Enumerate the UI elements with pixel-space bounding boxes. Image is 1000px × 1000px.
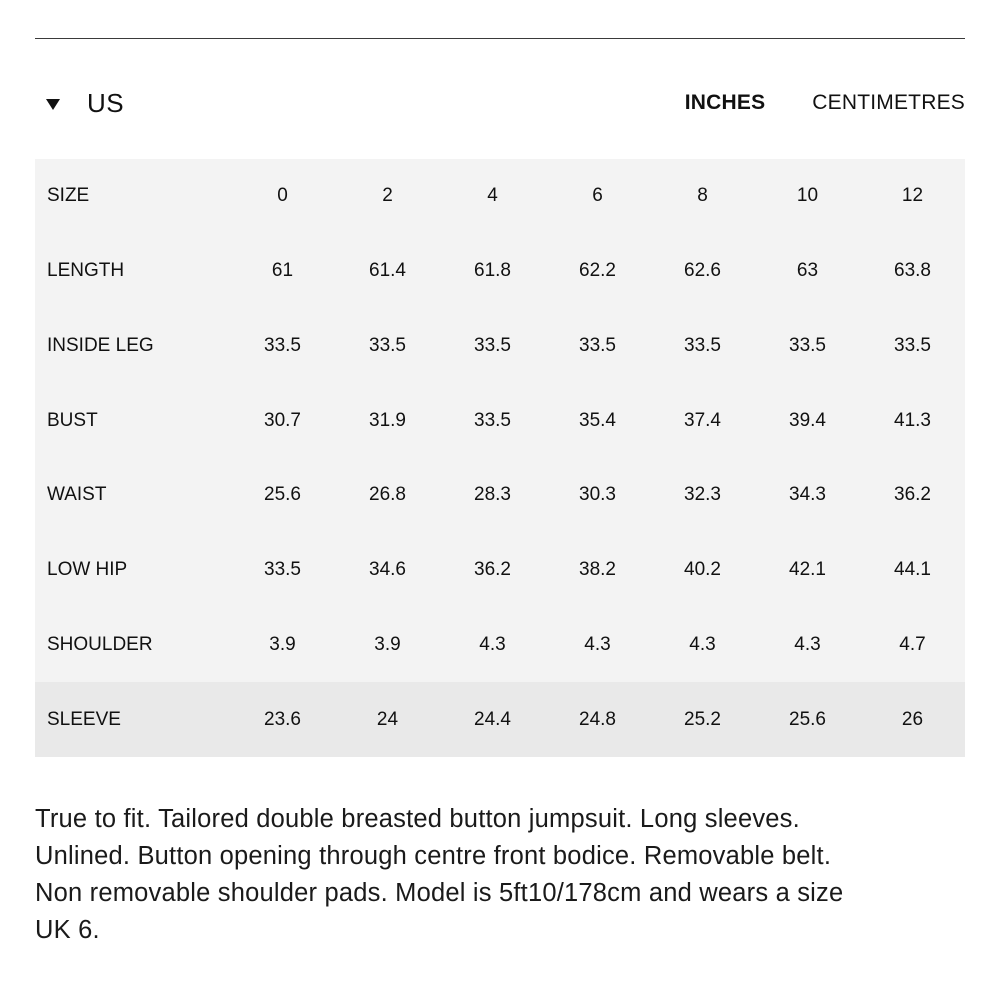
table-cell: 30.7	[264, 409, 301, 431]
region-label: US	[87, 87, 125, 118]
table-cell: 24.4	[440, 682, 545, 757]
table-cell: 63.8	[894, 260, 931, 282]
table-cell: 4.3	[689, 633, 716, 655]
unit-toggle	[638, 86, 965, 120]
table-cell: 36.2	[474, 559, 511, 581]
table-cell: 30.3	[579, 484, 616, 506]
size-chart-table	[35, 159, 965, 757]
table-row	[35, 309, 965, 384]
tab-inches[interactable]: INCHES	[684, 91, 766, 114]
table-cell: 33.5	[474, 334, 511, 356]
table-cell: 26	[860, 682, 965, 757]
table-row	[35, 159, 965, 234]
table-cell: 25.2	[650, 682, 755, 757]
table-cell: 39.4	[789, 409, 826, 431]
row-label: SHOULDER	[47, 633, 153, 655]
table-cell: 33.5	[684, 334, 721, 356]
table-cell: 4.3	[794, 633, 821, 655]
table-cell: 28.3	[474, 484, 511, 506]
table-cell: 61.8	[474, 260, 511, 282]
table-row	[35, 234, 965, 309]
table-cell: 24	[335, 682, 440, 757]
table-cell: 3.9	[374, 633, 401, 655]
table-cell: 34.3	[789, 484, 826, 506]
table-cell: 10	[796, 185, 819, 207]
table-cell: 38.2	[579, 559, 616, 581]
table-cell: 2	[382, 185, 393, 207]
table-cell: 62.6	[684, 260, 721, 282]
table-cell: 4.3	[584, 633, 611, 655]
table-cell: 23.6	[230, 682, 335, 757]
table-row	[35, 533, 965, 608]
table-row	[35, 383, 965, 458]
table-cell: 32.3	[684, 484, 721, 506]
top-divider	[35, 38, 965, 39]
table-cell: 33.5	[264, 559, 301, 581]
table-cell: 44.1	[894, 559, 931, 581]
row-label: INSIDE LEG	[47, 334, 154, 356]
table-row	[35, 682, 965, 757]
table-cell: 36.2	[894, 484, 931, 506]
table-cell: 24.8	[545, 682, 650, 757]
table-cell: 61.4	[369, 260, 406, 282]
row-label: SIZE	[47, 185, 90, 207]
table-cell: 4.3	[479, 633, 506, 655]
table-cell: 6	[592, 185, 603, 207]
table-cell: 41.3	[894, 409, 931, 431]
table-cell: 12	[901, 185, 924, 207]
caret-down-icon	[46, 99, 60, 110]
table-row	[35, 458, 965, 533]
table-cell: 42.1	[789, 559, 826, 581]
table-cell: 31.9	[369, 409, 406, 431]
table-cell: 3.9	[269, 633, 296, 655]
table-cell: 26.8	[369, 484, 406, 506]
table-cell: 61	[271, 260, 294, 282]
row-label: LOW HIP	[47, 559, 128, 581]
table-cell: 37.4	[684, 409, 721, 431]
product-fit-description: True to fit. Tailored double breasted button jumpsuit. Long sleeves. Unlined. Button opening through centre front bodice. Removable belt. Non removable shoulder pads. Model is 5ft10/178cm and wears a size UK 6.	[35, 805, 844, 944]
table-cell: 62.2	[579, 260, 616, 282]
table-cell: 63	[796, 260, 819, 282]
row-label: BUST	[47, 409, 98, 431]
row-label: SLEEVE	[35, 682, 230, 757]
table-cell: 25.6	[264, 484, 301, 506]
tab-centimetres[interactable]: CENTIMETRES	[812, 91, 965, 114]
region-dropdown[interactable]	[46, 86, 124, 120]
table-cell: 33.5	[369, 334, 406, 356]
table-cell: 4.7	[899, 633, 926, 655]
row-label: WAIST	[47, 484, 107, 506]
table-cell: 33.5	[264, 334, 301, 356]
table-cell: 25.6	[755, 682, 860, 757]
table-cell: 33.5	[894, 334, 931, 356]
table-row	[35, 608, 965, 683]
table-cell: 35.4	[579, 409, 616, 431]
table-cell: 33.5	[474, 409, 511, 431]
table-cell: 0	[277, 185, 288, 207]
row-label: LENGTH	[47, 260, 125, 282]
table-cell: 33.5	[789, 334, 826, 356]
table-cell: 33.5	[579, 334, 616, 356]
table-cell: 8	[697, 185, 708, 207]
table-cell: 34.6	[369, 559, 406, 581]
table-cell: 40.2	[684, 559, 721, 581]
table-cell: 4	[487, 185, 498, 207]
